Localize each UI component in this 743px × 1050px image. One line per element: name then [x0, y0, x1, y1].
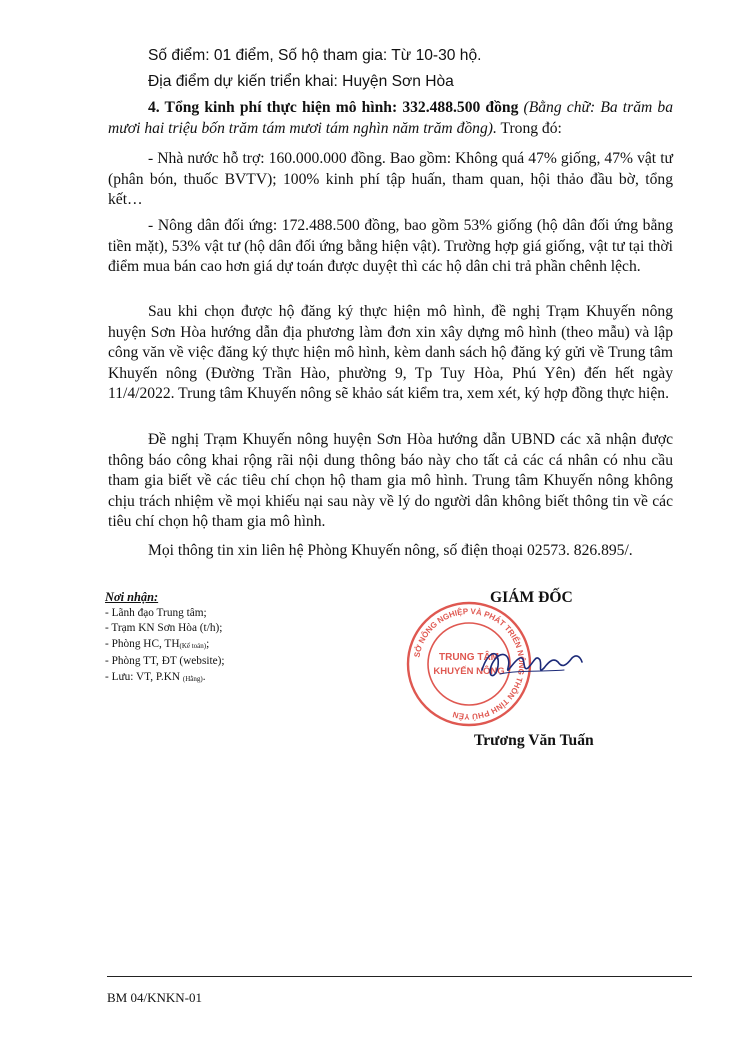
recipients-title: Nơi nhận:	[105, 590, 159, 604]
stamp-ring-text: SỞ NÔNG NGHIỆP VÀ PHÁT TRIỂN NÔNG THÔN TỈNH PHÚ YÊN	[412, 606, 527, 722]
households-line: Số điểm: 01 điểm, Số hộ tham gia: Từ 10-30 hộ.	[148, 47, 482, 64]
stamp-center-line2: KHUYẾN NÔNG	[433, 666, 505, 677]
location-line: Địa điểm dự kiến triển khai: Huyện Sơn Hòa	[148, 73, 454, 90]
recipients-block	[105, 590, 365, 687]
director-title: GIÁM ĐỐC	[490, 589, 573, 606]
contact-paragraph: Mọi thông tin xin liên hệ Phòng Khuyến nông, số điện thoại 02573. 826.895/.	[148, 542, 633, 559]
total-cost-tail: Trong đó:	[496, 119, 562, 137]
total-cost-in-words: (Bằng chữ: Ba trăm ba mươi hai triệu bốn trăm tám mươi tám nghìn năm trăm đồng).	[108, 99, 673, 137]
state-support-paragraph: - Nhà nước hỗ trợ: 160.000.000 đồng. Bao gồm: Không quá 47% giống, 47% vật tư (phân bón, thuốc BVTV); 100% kinh phí tập huấn, tham quan, hội thảo đầu bờ, tổng kết…	[108, 150, 673, 208]
recipient-item: - Lưu: VT, P.KN (Hằng).	[105, 670, 206, 683]
footer-divider	[107, 976, 692, 977]
registration-paragraph: Sau khi chọn được hộ đăng ký thực hiện mô hình, đề nghị Trạm Khuyến nông huyện Sơn Hòa hướng dẫn địa phương làm đơn xin xây dựng mô hình (theo mẫu) và lập công văn về việc đăng ký thực hiện mô hình, kèm danh sách hộ đăng ký gửi về Trung tâm Khuyến nông (Đường Trần Hào, phường 9, Tp Tuy Hòa, Phú Yên) đến hết ngày 11/4/2022. Trung tâm Khuyến nông sẽ khảo sát kiểm tra, xem xét, ký hợp đồng thực hiện.	[108, 303, 673, 402]
total-cost-heading: 4. Tổng kinh phí thực hiện mô hình: 332.488.500 đồng	[148, 99, 519, 116]
recipient-item: - Trạm KN Sơn Hòa (t/h);	[105, 622, 223, 634]
stamp-center-line1: TRUNG TÂM	[439, 652, 499, 663]
form-code: BM 04/KNKN-01	[107, 990, 202, 1005]
farmer-share-paragraph: - Nông dân đối ứng: 172.488.500 đồng, bao gồm 53% giống (hộ dân đối ứng bằng tiền mặt), 53% vật tư (hộ dân đối ứng bằng hiện vật). Trường hợp giá giống, vật tư tại thời điểm mua bán cao hơn giá dự toán được duyệt thì các hộ dân chi trả phần chênh lệch.	[108, 217, 673, 275]
recipient-item: - Lãnh đạo Trung tâm;	[105, 606, 207, 619]
total-cost-paragraph	[108, 98, 673, 139]
signer-name: Trương Văn Tuấn	[474, 732, 594, 749]
publicity-paragraph: Đề nghị Trạm Khuyến nông huyện Sơn Hòa hướng dẫn UBND các xã nhận được thông báo công khai rộng rãi nội dung thông báo này cho tất cả các cá nhân có nhu cầu tham gia biết về các tiêu chí chọn hộ tham gia mô hình. Trung tâm Khuyến nông không chịu trách nhiệm về mọi khiếu nại sau này về lý do người dân không biết thông tin về các tiêu chí chọn hộ tham gia mô hình.	[108, 431, 673, 530]
recipient-item: - Phòng TT, ĐT (website);	[105, 655, 225, 667]
handwritten-signature	[478, 640, 586, 688]
recipient-item: - Phòng HC, TH(Kế toán);	[105, 637, 210, 650]
